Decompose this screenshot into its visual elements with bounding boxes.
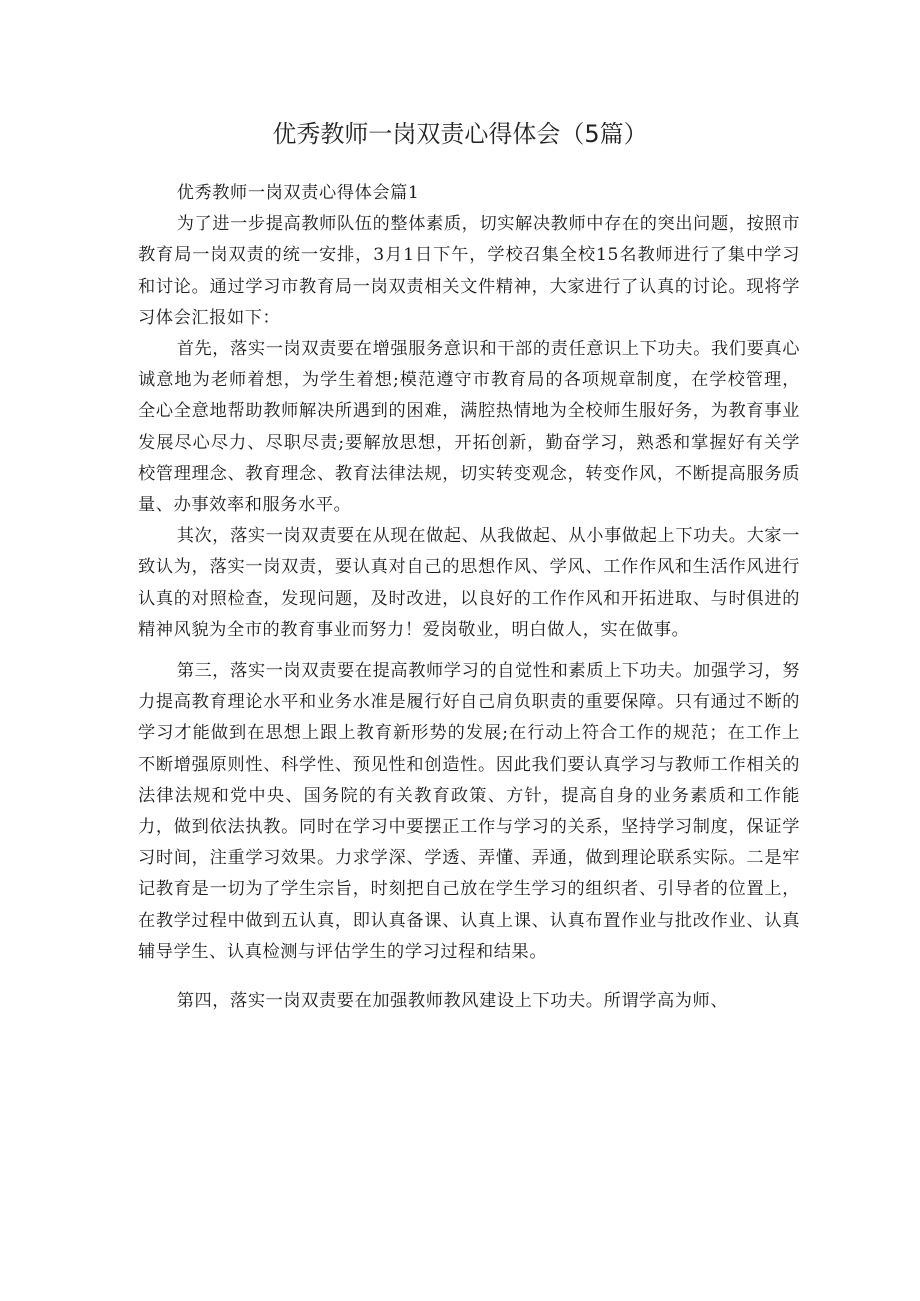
document-title: 优秀教师一岗双责心得体会（5篇） xyxy=(272,120,648,148)
paragraph-first: 首先，落实一岗双责要在增强服务意识和干部的责任意识上下功夫。我们要真心诚意地为老师着想，为学生着想;模范遵守市教育局的各项规章制度，在学校管理，全心全意地帮助教师解决所遇到的困难，满腔热情地为全校师生服好务，为教育事业发展尽心尽力、尽职尽责;要解放思想，开拓创新，勤奋学习，熟悉和掌握好有关学校管理理念、教育理念、教育法律法规，切实转变观念，转变作风，不断提高服务质量、办事效率和服务水平。 xyxy=(138,339,800,516)
paragraph-intro: 为了进一步提高教师队伍的整体素质，切实解决教师中存在的突出问题，按照市教育局一岗双责的统一安排，3月1日下午，学校召集全校15名教师进行了集中学习和讨论。通过学习市教育局一岗双责相关文件精神，大家进行了认真的讨论。现将学习体会汇报如下： xyxy=(138,214,800,328)
paragraph-second: 其次，落实一岗双责要在从现在做起、从我做起、从小事做起上下功夫。大家一致认为，落实一岗双责，要认真对自己的思想作风、学风、工作作风和生活作风进行认真的对照检查，发现问题，及时改进，以良好的工作作风和开拓进取、与时俱进的精神风貌为全市的教育事业而努力！爱岗敬业，明白做人，实在做事。 xyxy=(138,526,800,640)
paragraph-third: 第三，落实一岗双责要在提高教师学习的自觉性和素质上下功夫。加强学习，努力提高教育理论水平和业务水准是履行好自己肩负职责的重要保障。只有通过不断的学习才能做到在思想上跟上教育新形势的发展;在行动上符合工作的规范；在工作上不断增强原则性、科学性、预见性和创造性。因此我们要认真学习与教师工作相关的法律法规和党中央、国务院的有关教育政策、方针，提高自身的业务素质和工作能力，做到依法执教。同时在学习中要摆正工作与学习的关系，坚持学习制度，保证学习时间，注重学习效果。力求学深、学透、弄懂、弄通，做到理论联系实际。二是牢记教育是一切为了学生宗旨，时刻把自己放在学生学习的组织者、引导者的位置上，在教学过程中做到五认真，即认真备课、认真上课、认真布置作业与批改作业、认真辅导学生、认真检测与评估学生的学习过程和结果。 xyxy=(138,661,800,962)
document-body xyxy=(138,178,800,1017)
paragraph-fourth: 第四，落实一岗双责要在加强教师教风建设上下功夫。所谓学高为师、 xyxy=(176,991,729,1012)
section-heading: 优秀教师一岗双责心得体会篇1 xyxy=(176,183,420,203)
